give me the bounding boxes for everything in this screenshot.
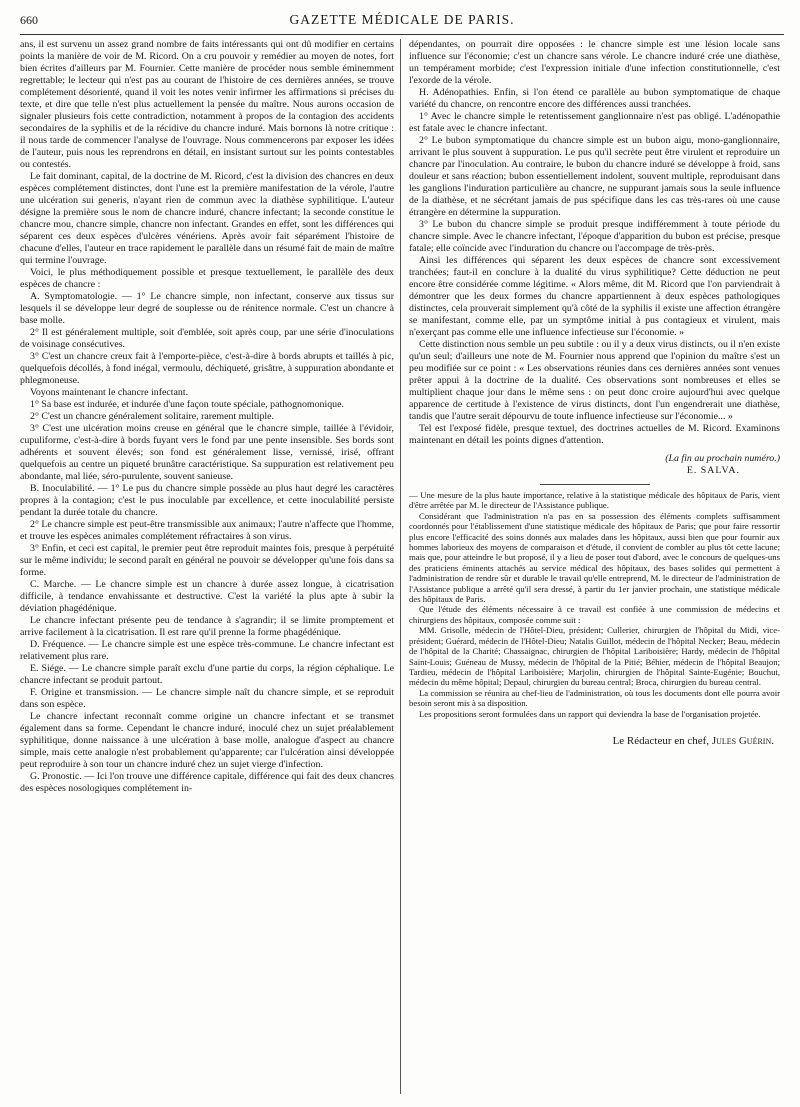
article-columns xyxy=(20,39,784,1094)
paragraph: D. Fréquence. — Le chancre simple est une espèce très-commune. Le chancre infectant est relativement plus rare. xyxy=(20,639,394,662)
paragraph: Le fait dominant, capital, de la doctrine de M. Ricord, c'est la division des chancres en deux espèces complétement distinctes, dont l'une est la première manifestation de la vérole, l'autre une ulcération sui generis, n'ayant rien de commun avec la diathèse syphilitique. L'auteur désigne la première sous le nom de chancre induré, chancre infectant; la seconde constitue le chancre mou, chancre simple, chancre non infectant. Grandes en effet, sont les différences qui séparent ces deux espèces d'ulcères vénériens. Après avoir fait séparément l'histoire de chacune d'elles, l'auteur en trace rapidement le parallèle dans un résumé fait de main de maître qui termine l'ouvrage. xyxy=(20,171,394,266)
paragraph: 3° Le bubon du chancre simple se produit presque indifféremment à toute période du chancre simple. Avec le chancre infectant, l'époque d'apparition du bubon est précise, presque fatale; elle coïncide avec l'induration du chancre ou l'accompage de très-près. xyxy=(409,219,780,254)
paragraph: 1° Avec le chancre simple le retentissement ganglionnaire n'est pas obligé. L'adénopathie est fatale avec le chancre infectant. xyxy=(409,111,780,134)
paragraph: 3° C'est un chancre creux fait à l'emporte-pièce, c'est-à-dire à bords abrupts et taillés à pic, quelquefois décollés, à fond inégal, vermoulu, déchiqueté, grisâtre, à suppuration abondante et phlegmoneuse. xyxy=(20,351,394,386)
news-paragraph: La commission se réunira au chef-lieu de l'administration, où tous les documents dont elle pourra avoir besoin seront mis à sa disposition. xyxy=(409,687,780,709)
news-paragraph: Considérant que l'administration n'a pas en sa possession des éléments complets suffisamment coordonnés pour l'établissement d'une statistique médicale des hôpitaux de Paris; que pour faire ressortir plus encore l'efficacité des soins donnés aux malades dans les hôpitaux, aussi bien que pour fournir aux hommes laborieux des moyens de comparaison et d'étude, il convient de combler au plus tôt cette lacune; mais que, pour atteindre le but proposé, il y a lieu de poser tout d'abord, avec le concours de quelques-uns des praticiens éminents attachés au service médical des hôpitaux, des bases solides qui permettent à l'administration de rendre sûr et durable le travail qu'elle entreprend, M. le directeur de l'administration de l'Assistance publique a arrêté qu'il sera dressé, à partir du 1er janvier prochain, une statistique médicale des hôpitaux de Paris. xyxy=(409,510,780,605)
paragraph: 2° Il est généralement multiple, soit d'emblée, soit après coup, par une série d'inoculations de voisinage consécutives. xyxy=(20,327,394,350)
paragraph: 3° C'est une ulcération moins creuse en général que le chancre simple, taillée à l'évidoir, cupuliforme, c'est-à-dire à bords fuyant vers le fond par une pente insensible. Ses bords sont adhérents et souvent élevés; son fond est généralement lisse, vernissé, irisé, offrant quelquefois au centre un piqueté brunâtre caractéristique. Sa suppuration est relativement peu abondante, mal liée, séro-purulente, souvent sanieuse. xyxy=(20,423,394,482)
paragraph: 2° Le bubon symptomatique du chancre simple est un bubon aigu, mono-ganglionnaire, arrivant le plus souvent à suppuration. Le pus qu'il secrète peut être virulent et reproduire un chancre par l'inoculation. Au contraire, le bubon du chancre induré se développe à froid, sans douleur et sans réaction; bubon essentiellement indolent, souvent multiple, reproduisant dans les ganglions l'induration particulière au chancre, ne suppurant jamais sous la seule influence de la diathèse, et ne sécrétant jamais de pus spécifique dans les cas très-rares où une cause étrangère en détermine la suppuration. xyxy=(409,135,780,218)
paragraph: Voyons maintenant le chancre infectant. xyxy=(30,387,189,398)
paragraph: Voici, le plus méthodiquement possible et presque textuellement, le parallèle des deux espèces de chancre : xyxy=(20,267,394,290)
page-header xyxy=(20,12,784,35)
paragraph: 2° C'est un chancre généralement solitaire, rarement multiple. xyxy=(30,411,275,422)
article-author: E. SALVA. xyxy=(686,465,740,476)
left-column xyxy=(20,39,400,1094)
editor-name: Jules Guérin. xyxy=(711,734,774,747)
paragraph: C. Marche. — Le chancre simple est un chancre à durée assez longue, à cicatrisation difficile, à tendance envahissante et destructive. C'est la variété la plus apte à subir la déviation phagédénique. xyxy=(20,579,394,614)
journal-title: GAZETTE MÉDICALE DE PARIS. xyxy=(289,12,515,27)
page-number: 660 xyxy=(20,13,38,27)
paragraph: Tel est l'exposé fidèle, presque textuel, des doctrines actuelles de M. Ricord. Examinons maintenant en détail les points dignes d'attention. xyxy=(409,423,780,446)
section-divider xyxy=(540,484,650,485)
paragraph: F. Origine et transmission. — Le chancre simple naît du chancre simple, et se reproduit dans son espèce. xyxy=(20,687,394,710)
paragraph: G. Pronostic. — Ici l'on trouve une différence capitale, différence qui fait des deux chancres des espèces nosologiques complétement in- xyxy=(20,771,394,794)
news-paragraph: Les propositions seront formulées dans un rapport qui deviendra la base de l'organisation projetée. xyxy=(419,708,761,719)
paragraph: B. Inoculabilité. — 1° Le pus du chancre simple possède au plus haut degré les caractères propres à la contagion; c'est le pus inoculable par excellence, et cette inoculabilité persiste pendant la durée totale du chancre. xyxy=(20,483,394,518)
paragraph: ans, il est survenu un assez grand nombre de faits intéressants qui ont dû modifier en certains points la manière de voir de M. Ricord. On a cru pouvoir y remédier au moyen de notes, fort bien écrites d'ailleurs par M. Fournier. Cette manière de procéder nous semble éminemment regrettable; le lecteur qui n'est pas au courant de l'histoire de ces dernières années, se trouve complétement désorienté, quand il voit les notes venir infirmer les affirmations si précises du texte, et dire que telle n'est plus actuellement la pensée du maître. Nous aurons occasion de signaler plusieurs fois cette contradiction, notamment à propos de la contagion des accidents secondaires de la syphilis et de la récidive du chancre induré. Mais bornons là notre critique : il nous tarde de commencer l'analyse de l'ouvrage. Nous commencerons par exposer les idées de l'auteur, puis nous les reprendrons en détail, en insistant surtout sur les points contestables ou contestés. xyxy=(20,39,394,170)
paragraph: dépendantes, on pourrait dire opposées : le chancre simple est une lésion locale sans influence sur l'économie; c'est un chancre sans vérole. Le chancre induré crée une diathèse, un tempérament morbide; c'est l'expression initiale d'une infection constitutionnelle, c'est l'exorde de la vérole. xyxy=(409,39,780,86)
paragraph: Le chancre infectant reconnaît comme origine un chancre infectant et se transmet également dans sa forme. Cependant le chancre induré, inoculé chez un sujet préalablement syphilitique, donne naissance à une ulcération à base molle, analogue d'aspect au chancre simple, mais cette analogie n'est probablement qu'apparente; car l'ulcération ainsi développée peut reproduire à son tour un chancre induré chez un sujet vierge d'infection. xyxy=(20,711,394,770)
paragraph: 3° Enfin, et ceci est capital, le premier peut être reproduit maintes fois, presque à perpétuité sur le même individu; le second paraît en général ne pouvoir se développer qu'une fois dans sa forme. xyxy=(20,543,394,578)
paragraph: Le chancre infectant présente peu de tendance à s'agrandir; il se limite promptement et arrive facilement à la cicatrisation. Il est rare qu'il prenne la forme phagédénique. xyxy=(20,615,394,638)
paragraph: 2° Le chancre simple est peut-être transmissible aux animaux; l'autre n'affecte que l'homme, et trouve les espèces animales complétement réfractaires à son virus. xyxy=(20,519,394,542)
right-column xyxy=(400,39,780,1094)
news-paragraph: Que l'étude des éléments nécessaire à ce travail est confiée à une commission de médecins et chirurgiens des hôpitaux, composée comme suit : xyxy=(409,604,780,625)
news-paragraph: — Une mesure de la plus haute importance, relative à la statistique médicale des hôpitaux de Paris, vient d'être arrêtée par M. le directeur de l'Assistance publique. xyxy=(409,490,780,511)
editor-signature xyxy=(409,735,780,747)
editor-title: Le Rédacteur en chef, xyxy=(612,734,710,747)
paragraph: 1° Sa base est indurée, et indurée d'une façon toute spéciale, pathognomonique. xyxy=(30,399,344,410)
paragraph: Ainsi les différences qui séparent les deux espèces de chancre sont excessivement tranchées; faut-il en conclure à la dualité du virus syphilitique? Cette déduction ne peut encore être considérée comme légitime. « Alors même, dit M. Ricord que l'on parviendrait à démontrer que les deux formes du chancre appartiennent à deux espèces pathologiques distinctes, cela prouverait simplement qu'à côté de la syphilis il existe une affection étrangère se manifestant, comme elle, par un symptôme initial à pus contagieux et virulent, mais n'exerçant pas comme elle une influence infectieuse sur l'économie. » xyxy=(409,255,780,338)
paragraph: A. Symptomatologie. — 1° Le chancre simple, non infectant, conserve aux tissus sur lesquels il se développe leur degré de souplesse ou de rénitence normale. C'est un chancre à base molle. xyxy=(20,291,394,326)
paragraph: H. Adénopathies. Enfin, si l'on étend ce parallèle au bubon symptomatique de chaque variété du chancre, on rencontre encore des différences aussi tranchées. xyxy=(409,87,780,110)
news-paragraph: MM. Grisolle, médecin de l'Hôtel-Dieu, président; Cullerier, chirurgien de l'hôpital du Midi, vice-président; Guérard, médecin de l'Hôtel-Dieu; Natalis Guillot, médecin de l'hôpital Necker; Beau, médecin de l'hôpital de la Charité; Chassaignac, chirurgien de l'hôpital Lariboisière; Hardy, médecin de l'hôpital Saint-Louis; Guéneau de Mussy, médecin de l'hôpital de la Pitié; Béhier, médecin de l'hôpital Beaujon; Tardieu, médecin de l'hôpital Lariboisière; Marjolin, chirurgien de l'hôpital Sainte-Eugénie; Bouchut, médecin du même hôpital; Depaul, chirurgien du bureau central; Broca, chirurgien du bureau central. xyxy=(409,625,780,688)
paragraph: Cette distinction nous semble un peu subtile : ou il y a deux virus distincts, ou il n'en existe qu'un seul; d'ailleurs une note de M. Fournier nous apprend que l'opinion du maître s'est un peu modifiée sur ce point : « Les observations réunies dans ces dernières années sont venues prêter appui à la doctrine de la dualité. Ces observations sont nombreuses et elles se multiplient chaque jour dans le même sens : on peut donc croire aujourd'hui avec quelque apparence de certitude à l'existence de virus distincts, dont l'un engendrerait une diathèse, tandis que l'autre serait dépourvu de toute influence infectieuse sur l'économie... » xyxy=(409,339,780,422)
news-section xyxy=(409,490,780,719)
continuation-note: (La fin au prochain numéro.) xyxy=(665,453,780,464)
paragraph: E. Siége. — Le chancre simple paraît exclu d'une partie du corps, la région céphalique. Le chancre infectant se produit partout. xyxy=(20,663,394,686)
